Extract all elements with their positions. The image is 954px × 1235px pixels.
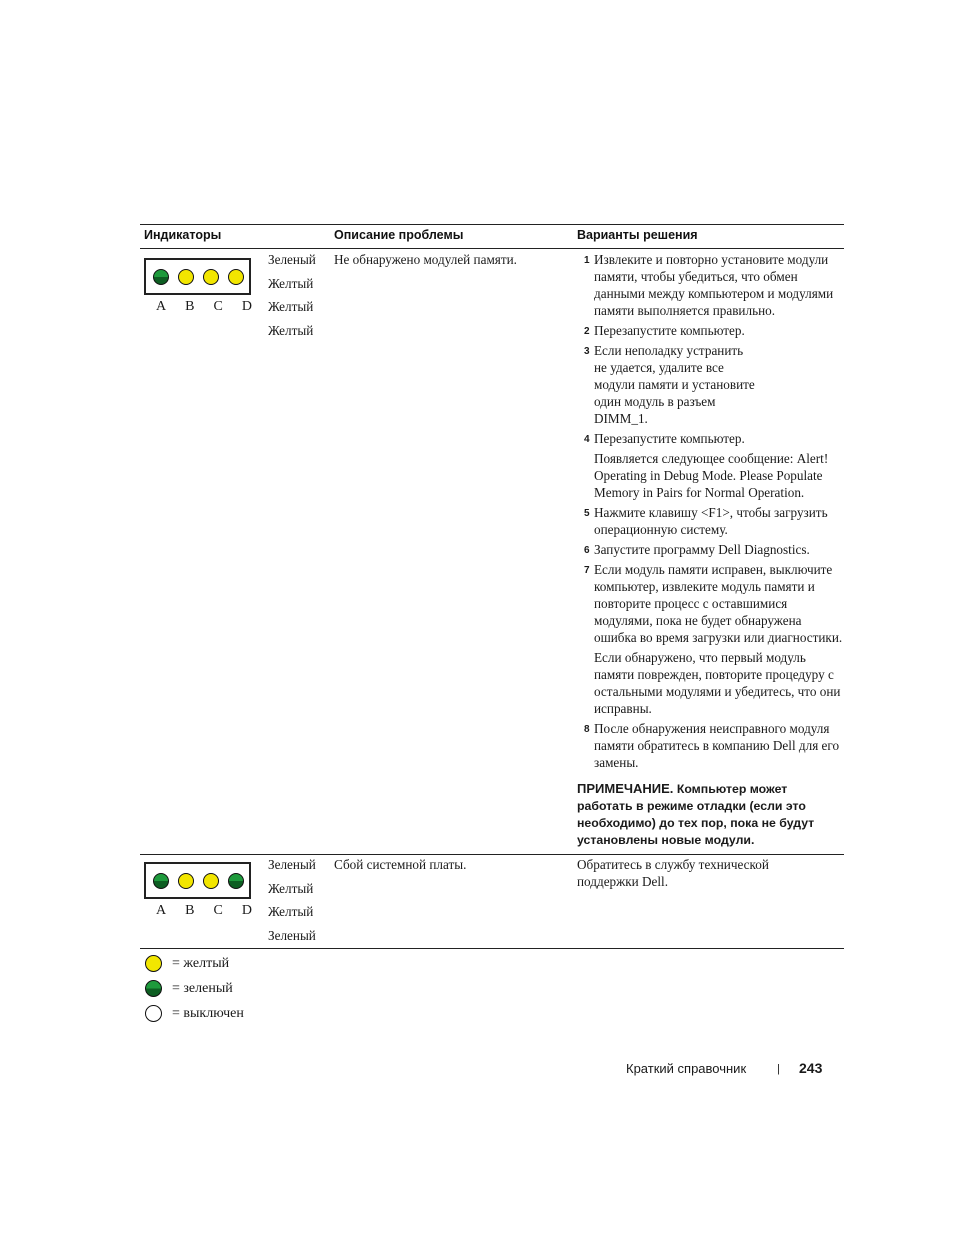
step-4: 4 Перезапустите компьютер. [584, 431, 745, 446]
led-letter-b: B [185, 299, 195, 314]
page-number: 243 [799, 1060, 823, 1076]
table-top-rule [140, 224, 844, 225]
led-panel-row1 [144, 258, 251, 295]
led-a-icon [153, 873, 169, 889]
step-6: 6 Запустите программу Dell Diagnostics. [584, 542, 810, 557]
step-4-message: Появляется следующее сообщение: Alert! Operating in Debug Mode. Please Populate Memory in Pairs for Normal Operation. [594, 451, 829, 500]
footer-section: Краткий справочник [626, 1061, 747, 1076]
solution-row2: Обратитесь в службу технической поддержки Dell. [577, 857, 769, 889]
led-c-icon [203, 873, 219, 889]
led-letters-row1 [156, 299, 252, 315]
led-d-icon [228, 873, 244, 889]
step-3: 3 Если неполадку устранить не удается, удалите все модули памяти и установите один модуль в разъем DIMM_1. [584, 343, 755, 426]
legend-green [145, 980, 233, 997]
step-5: 5 Нажмите клавишу <F1>, чтобы загрузить операционную систему. [584, 505, 828, 537]
note-label: ПРИМЕЧАНИЕ. [577, 781, 674, 796]
problem-row2: Сбой системной платы. [334, 857, 467, 872]
yellow-led-icon [145, 955, 162, 972]
off-led-icon [145, 1005, 162, 1022]
step-7: 7 Если модуль памяти исправен, выключите компьютер, извлеките модуль памяти и повторите процесс с оставшимися модулями, пока не будет обнаружена ошибка во время загрузки или диагностики. [584, 562, 843, 645]
led-letter-d: D [241, 903, 252, 918]
led-letter-b: B [185, 903, 195, 918]
led-letter-c: C [213, 903, 223, 918]
led-color-b: Желтый [268, 880, 314, 896]
led-letters-row2 [156, 903, 252, 919]
step-7-followup: Если обнаружено, что первый модуль памяти поврежден, повторите процедуру с остальными модулями и убедитесь, что они исправны. [594, 650, 841, 716]
table-bottom-rule [140, 948, 844, 949]
step-1: 1 Извлеките и повторно установите модули памяти, чтобы убедиться, что обмен данными между компьютером и модулями памяти выполняется правильно. [584, 252, 834, 318]
footer-separator: | [777, 1063, 780, 1075]
led-colors-row2 [268, 856, 316, 951]
legend-yellow [145, 955, 229, 972]
led-b-icon [178, 873, 194, 889]
legend-yellow-label: = желтый [172, 955, 230, 971]
header-problem: Описание проблемы [334, 228, 464, 242]
led-colors-row1 [268, 251, 316, 346]
led-color-d: Желтый [268, 323, 314, 339]
note-text: Компьютер может работать в режиме отладки (если это необходимо) до тех пор, пока не будут установлены новые модули. [577, 782, 815, 847]
legend-off-label: = выключен [172, 1005, 244, 1021]
led-panel-row2 [144, 862, 251, 899]
led-d-icon [228, 269, 244, 285]
led-a-icon [153, 269, 169, 285]
problem-row1: Не обнаружено модулей памяти. [334, 252, 517, 267]
solution-steps-row1 [584, 251, 846, 774]
led-letter-a: A [156, 299, 167, 314]
green-led-icon [145, 980, 162, 997]
led-letter-d: D [241, 299, 252, 314]
legend-green-label: = зеленый [172, 980, 233, 996]
led-color-a: Зеленый [268, 252, 316, 267]
led-color-c: Желтый [268, 904, 314, 920]
led-letter-a: A [156, 903, 167, 918]
legend-off [145, 1005, 244, 1022]
header-rule [140, 248, 844, 249]
led-letter-c: C [213, 299, 223, 314]
header-solution: Варианты решения [577, 228, 698, 242]
led-color-b: Желтый [268, 275, 314, 291]
led-color-c: Желтый [268, 299, 314, 315]
led-color-a: Зеленый [268, 857, 316, 872]
note-block [577, 780, 842, 849]
led-b-icon [178, 269, 194, 285]
row-divider [140, 854, 844, 855]
step-8: 8 После обнаружения неисправного модуля памяти обратитесь в компанию Dell для его замены. [584, 721, 840, 770]
led-c-icon [203, 269, 219, 285]
led-color-d: Зеленый [268, 928, 316, 944]
step-2: 2 Перезапустите компьютер. [584, 323, 745, 338]
header-indicators: Индикаторы [144, 228, 222, 242]
